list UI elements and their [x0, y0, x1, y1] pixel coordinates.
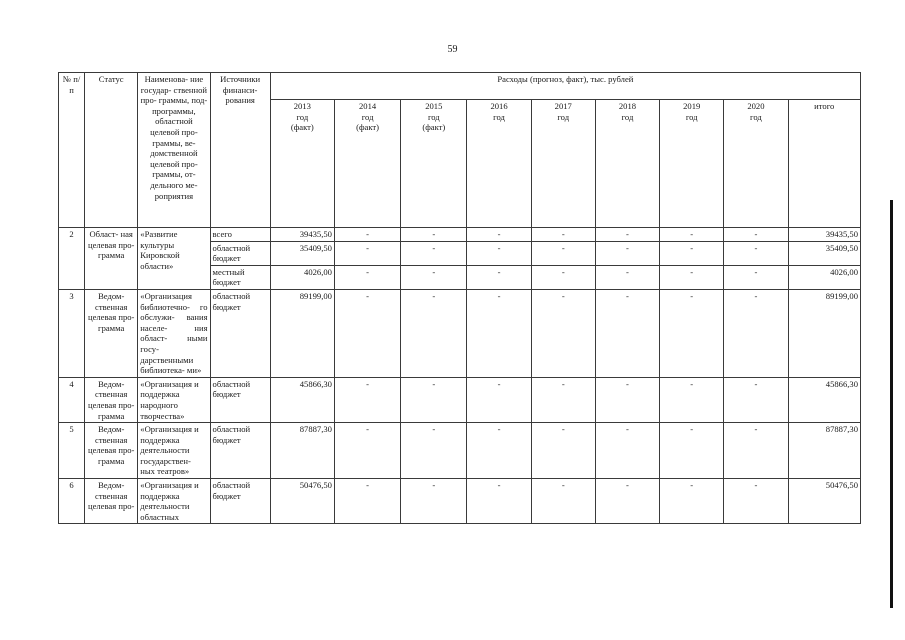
row-name: «Организация и поддержка деятельности областных — [138, 479, 210, 524]
header-expenses: Расходы (прогноз, факт), тыс. рублей — [270, 73, 860, 100]
row-source: областной бюджет — [210, 479, 270, 524]
row-value-2018: - — [595, 377, 659, 422]
scan-edge-line — [890, 200, 893, 608]
row-value-2019: - — [660, 479, 724, 524]
row-value-2013: 39435,50 — [270, 228, 334, 242]
row-total: 87887,30 — [788, 423, 860, 479]
row-value-2013: 87887,30 — [270, 423, 334, 479]
row-value-2020: - — [724, 423, 788, 479]
row-value-2016: - — [467, 241, 531, 265]
row-name: «Организация библиотечно- го обслужи- вания населе- ния област- ными госу- дарственными библиотека- ми» — [138, 289, 210, 377]
row-value-2016: - — [467, 479, 531, 524]
row-value-2016: - — [467, 423, 531, 479]
row-value-2015: - — [401, 377, 467, 422]
row-value-2015: - — [401, 265, 467, 289]
row-value-2018: - — [595, 265, 659, 289]
row-source: областной бюджет — [210, 423, 270, 479]
row-value-2019: - — [660, 377, 724, 422]
budget-table — [58, 72, 861, 524]
row-value-2013: 89199,00 — [270, 289, 334, 377]
row-value-2020: - — [724, 228, 788, 242]
row-source: всего — [210, 228, 270, 242]
row-value-2017: - — [531, 289, 595, 377]
row-value-2014: - — [334, 228, 400, 242]
row-value-2016: - — [467, 265, 531, 289]
header-row — [59, 73, 861, 100]
year-2018: 2018 год — [595, 100, 659, 228]
row-total: 50476,50 — [788, 479, 860, 524]
year-2017: 2017 год — [531, 100, 595, 228]
row-value-2014: - — [334, 377, 400, 422]
row-value-2014: - — [334, 479, 400, 524]
row-value-2019: - — [660, 241, 724, 265]
row-value-2016: - — [467, 289, 531, 377]
page-number: 59 — [447, 44, 458, 55]
year-2014: 2014 год (факт) — [334, 100, 400, 228]
row-value-2015: - — [401, 423, 467, 479]
row-total: 89199,00 — [788, 289, 860, 377]
row-value-2019: - — [660, 228, 724, 242]
row-status: Ведом- ственная целевая про- грамма — [85, 377, 138, 422]
row-value-2018: - — [595, 423, 659, 479]
row-source: областной бюджет — [210, 377, 270, 422]
row-value-2018: - — [595, 228, 659, 242]
row-value-2020: - — [724, 265, 788, 289]
row-value-2020: - — [724, 479, 788, 524]
year-2015: 2015 год (факт) — [401, 100, 467, 228]
year-2020: 2020 год — [724, 100, 788, 228]
row-value-2017: - — [531, 377, 595, 422]
year-2019: 2019 год — [660, 100, 724, 228]
row-value-2013: 4026,00 — [270, 265, 334, 289]
table-row — [59, 423, 861, 479]
row-num: 5 — [59, 423, 85, 479]
row-num: 2 — [59, 228, 85, 290]
row-value-2013: 50476,50 — [270, 479, 334, 524]
row-value-2016: - — [467, 228, 531, 242]
row-source: местный бюджет — [210, 265, 270, 289]
row-value-2019: - — [660, 289, 724, 377]
row-value-2017: - — [531, 241, 595, 265]
row-value-2015: - — [401, 228, 467, 242]
row-value-2014: - — [334, 265, 400, 289]
row-num: 3 — [59, 289, 85, 377]
table-row — [59, 289, 861, 377]
row-source: областной бюджет — [210, 241, 270, 265]
row-status: Ведом- ственная целевая про- — [85, 479, 138, 524]
row-value-2017: - — [531, 479, 595, 524]
row-value-2014: - — [334, 423, 400, 479]
row-value-2013: 45866,30 — [270, 377, 334, 422]
row-num: 6 — [59, 479, 85, 524]
row-value-2019: - — [660, 423, 724, 479]
row-name: «Развитие культуры Кировской области» — [138, 228, 210, 290]
year-2016: 2016 год — [467, 100, 531, 228]
row-value-2019: - — [660, 265, 724, 289]
row-value-2014: - — [334, 289, 400, 377]
header-source: Источники финанси- рования — [210, 73, 270, 228]
row-status: Ведом- ственная целевая про- грамма — [85, 423, 138, 479]
table-row — [59, 228, 861, 242]
row-total: 45866,30 — [788, 377, 860, 422]
row-value-2015: - — [401, 479, 467, 524]
row-value-2018: - — [595, 241, 659, 265]
row-value-2017: - — [531, 265, 595, 289]
row-status: Област- ная целевая про- грамма — [85, 228, 138, 290]
year-2013: 2013 год (факт) — [270, 100, 334, 228]
row-value-2018: - — [595, 479, 659, 524]
row-num: 4 — [59, 377, 85, 422]
row-value-2020: - — [724, 377, 788, 422]
row-value-2013: 35409,50 — [270, 241, 334, 265]
row-value-2014: - — [334, 241, 400, 265]
header-name: Наименова- ние государ- ственной про- граммы, под- программы, областной целевой про- граммы, ве- домственной целевой про- граммы, от- дельного ме- роприятия — [138, 73, 210, 228]
row-value-2016: - — [467, 377, 531, 422]
row-value-2020: - — [724, 289, 788, 377]
row-name: «Организация и поддержка деятельности государствен- ных театров» — [138, 423, 210, 479]
row-source: областной бюджет — [210, 289, 270, 377]
table-row — [59, 479, 861, 524]
header-total: итого — [788, 100, 860, 228]
header-status: Статус — [85, 73, 138, 228]
row-value-2018: - — [595, 289, 659, 377]
header-num: № п/п — [59, 73, 85, 228]
row-total: 35409,50 — [788, 241, 860, 265]
row-value-2015: - — [401, 289, 467, 377]
row-value-2017: - — [531, 228, 595, 242]
row-name: «Организация и поддержка народного творчества» — [138, 377, 210, 422]
row-value-2020: - — [724, 241, 788, 265]
row-value-2017: - — [531, 423, 595, 479]
row-status: Ведом- ственная целевая про- грамма — [85, 289, 138, 377]
row-total: 4026,00 — [788, 265, 860, 289]
row-total: 39435,50 — [788, 228, 860, 242]
row-value-2015: - — [401, 241, 467, 265]
table-row — [59, 377, 861, 422]
